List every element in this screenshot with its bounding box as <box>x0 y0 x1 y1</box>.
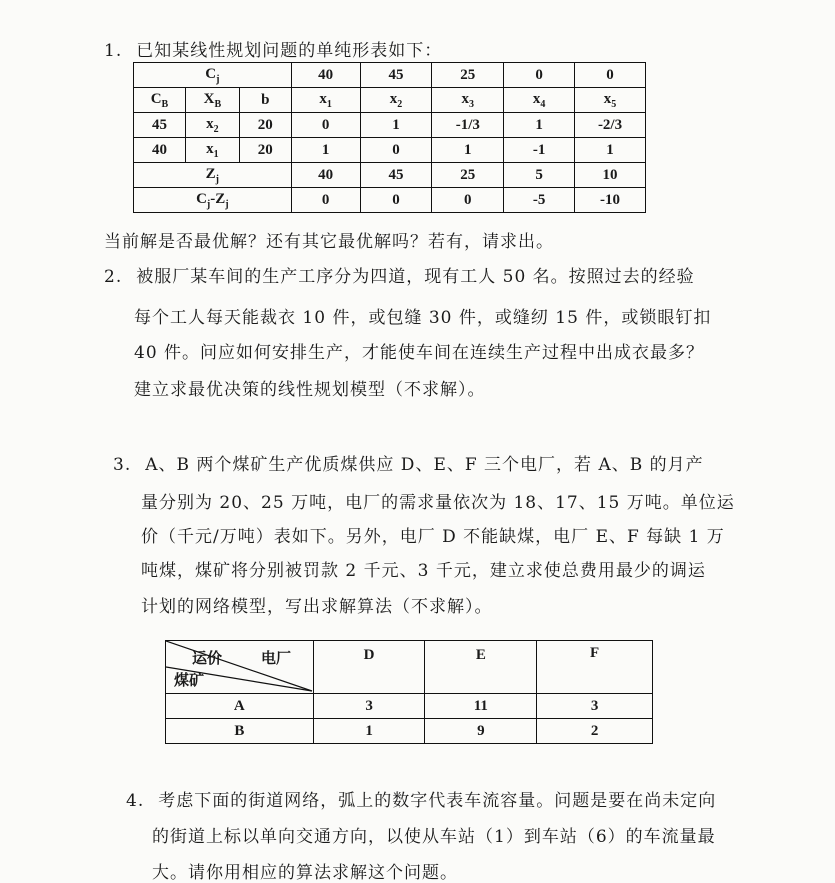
column-header-F: F <box>537 641 653 694</box>
problem2-line-4: 建立求最优决策的线性规划模型（不求解）。 <box>134 380 486 400</box>
problem1-number: 1. <box>104 41 123 61</box>
zj-label-cell: $Z_j$ <box>134 163 292 188</box>
xb-cell: $x_1$ <box>185 138 239 163</box>
cb-header: $C_B$ <box>134 88 186 113</box>
simplex-table <box>133 62 646 213</box>
problem4-number: 4. <box>126 791 145 811</box>
problem1-intro-line <box>104 36 442 61</box>
coef-cell: -1 <box>504 138 575 163</box>
coef-cell: 1 <box>360 113 432 138</box>
problem2-line-1: 2. 被服厂某车间的生产工序分为四道，现有工人 50 名。按照过去的经验 <box>104 267 695 287</box>
xb-cell: $x_2$ <box>185 113 239 138</box>
column-header-D: D <box>313 641 425 694</box>
corner-mine-label: 煤矿 <box>174 673 205 689</box>
cjzj-value: 0 <box>360 188 432 213</box>
transport-header-row <box>166 641 653 694</box>
problem3-line-5: 计划的网络模型，写出求解算法（不求解）。 <box>141 597 493 617</box>
problem3-line-1: 3. A、B 两个煤矿生产优质煤供应 D、E、F 三个电厂，若 A、B 的月产 <box>113 455 704 475</box>
cost-cell: 2 <box>537 719 653 744</box>
row-label-A: A <box>166 694 314 719</box>
cj-value: 25 <box>432 63 504 88</box>
cb-cell: 40 <box>134 138 186 163</box>
problem1-intro: 已知某线性规划问题的单纯形表如下： <box>136 41 443 61</box>
problem3-line-2: 量分别为 20、25 万吨，电厂的需求量依次为 18、17、15 万吨。单位运 <box>141 493 735 513</box>
corner-plant-label: 电厂 <box>261 651 292 667</box>
cj-value: 0 <box>504 63 575 88</box>
coef-cell: 1 <box>504 113 575 138</box>
problem4-line-2: 的街道上标以单向交通方向，以使从车站（1）到车站（6）的车流量最 <box>152 827 716 847</box>
var-header: $x_4$ <box>504 88 575 113</box>
zj-value: 10 <box>575 163 646 188</box>
var-header: $x_1$ <box>291 88 360 113</box>
problem2-line-2: 每个工人每天能裁衣 10 件，或包缝 30 件，或缝纫 15 件，或锁眼钉扣 <box>134 308 712 328</box>
problem1-question: 当前解是否最优解？还有其它最优解吗？若有，请求出。 <box>104 232 554 252</box>
header-row <box>134 88 646 113</box>
cost-cell: 11 <box>425 694 537 719</box>
coef-cell: 0 <box>360 138 432 163</box>
coef-cell: 1 <box>575 138 646 163</box>
problem4-line-1: 4. 考虑下面的街道网络，弧上的数字代表车流容量。问题是要在尚未定向 <box>126 791 717 811</box>
zj-value: 25 <box>432 163 504 188</box>
zj-value: 5 <box>504 163 575 188</box>
cjzj-value: -10 <box>575 188 646 213</box>
cb-cell: 45 <box>134 113 186 138</box>
cjzj-value: -5 <box>504 188 575 213</box>
cjzj-row <box>134 188 646 213</box>
cj-row <box>134 63 646 88</box>
var-header: $x_3$ <box>432 88 504 113</box>
table-row <box>134 113 646 138</box>
cjzj-value: 0 <box>291 188 360 213</box>
coef-cell: 0 <box>291 113 360 138</box>
table-row <box>166 719 653 744</box>
corner-cell <box>166 641 314 694</box>
cj-value: 45 <box>360 63 432 88</box>
cost-cell: 9 <box>425 719 537 744</box>
xb-header: $X_B$ <box>185 88 239 113</box>
b-header: b <box>239 88 291 113</box>
zj-value: 40 <box>291 163 360 188</box>
problem3-line-4: 吨煤，煤矿将分别被罚款 2 千元、3 千元，建立求使总费用最少的调运 <box>141 561 706 581</box>
cjzj-value: 0 <box>432 188 504 213</box>
b-cell: 20 <box>239 138 291 163</box>
corner-price-label: 运价 <box>192 651 223 667</box>
var-header: $x_5$ <box>575 88 646 113</box>
table-row <box>134 138 646 163</box>
cjzj-label-cell: $C_j-Z_j$ <box>134 188 292 213</box>
problem3-line-3: 价（千元/万吨）表如下。另外，电厂 D 不能缺煤，电厂 E、F 每缺 1 万 <box>141 527 725 547</box>
coef-cell: 1 <box>432 138 504 163</box>
coef-cell: 1 <box>291 138 360 163</box>
b-cell: 20 <box>239 113 291 138</box>
problem2-line-3: 40 件。问应如何安排生产，才能使车间在连续生产过程中出成衣最多？ <box>134 343 705 363</box>
cj-value: 0 <box>575 63 646 88</box>
cost-cell: 1 <box>313 719 425 744</box>
zj-row <box>134 163 646 188</box>
cj-label-cell: $C_j$ <box>134 63 292 88</box>
zj-value: 45 <box>360 163 432 188</box>
problem3-number: 3. <box>113 455 132 475</box>
row-label-B: B <box>166 719 314 744</box>
coef-cell: -1/3 <box>432 113 504 138</box>
coef-cell: -2/3 <box>575 113 646 138</box>
transport-cost-table <box>165 640 653 744</box>
table-row <box>166 694 653 719</box>
var-header: $x_2$ <box>360 88 432 113</box>
cj-value: 40 <box>291 63 360 88</box>
problem2-number: 2. <box>104 267 123 287</box>
problem4-line-3: 大。请你用相应的算法求解这个问题。 <box>152 863 458 883</box>
column-header-E: E <box>425 641 537 694</box>
cost-cell: 3 <box>313 694 425 719</box>
cost-cell: 3 <box>537 694 653 719</box>
